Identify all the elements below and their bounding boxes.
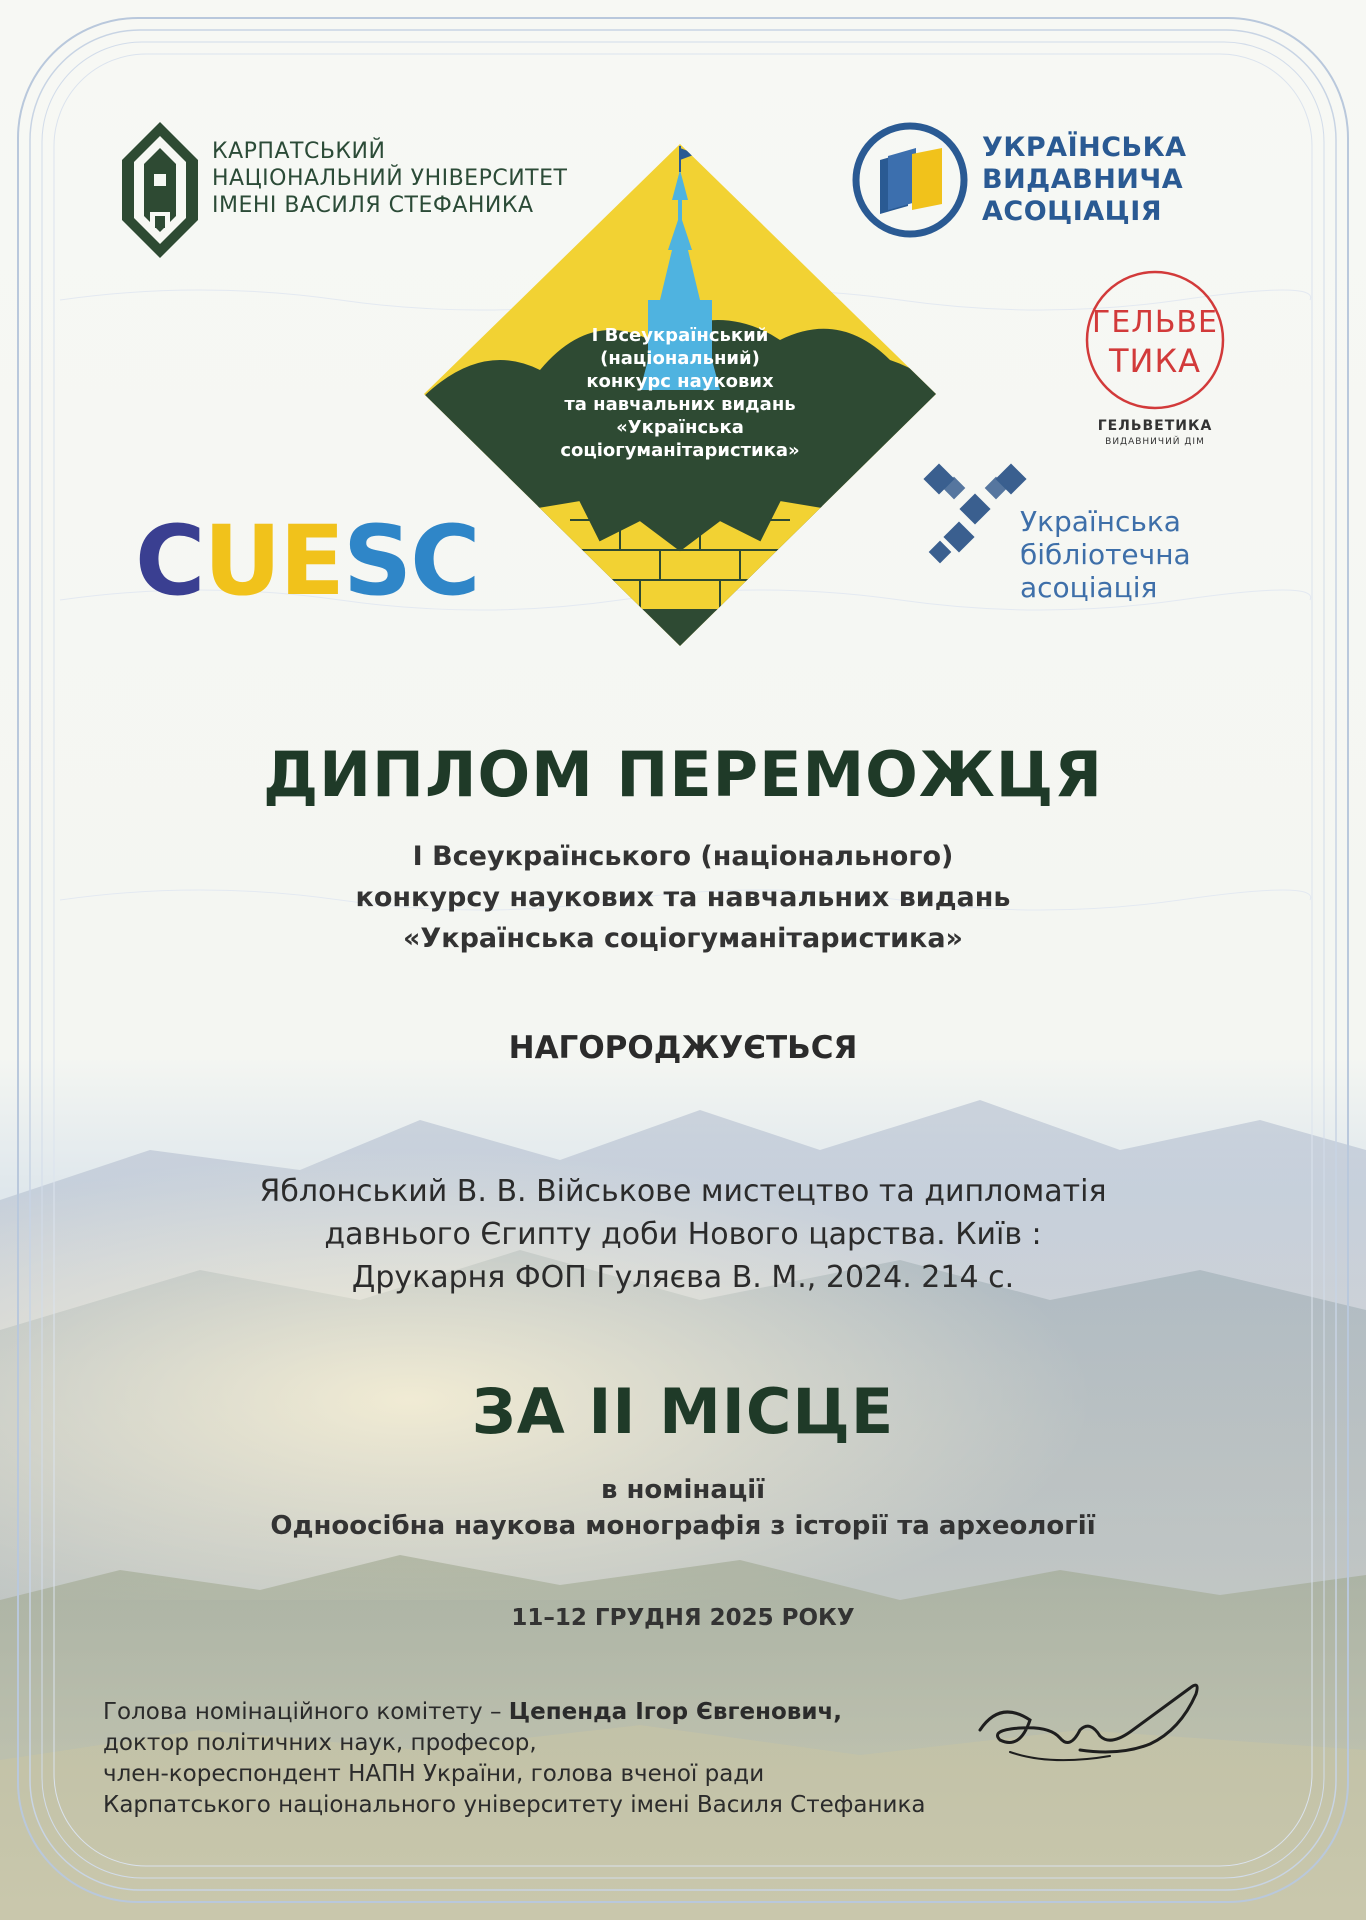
- cnu-name-line1: КАРПАТСЬКИЙ: [212, 139, 386, 164]
- signatory-line1: [103, 1697, 926, 1728]
- signatory-line4: Карпатського національного університету імені Василя Стефаника: [103, 1792, 926, 1818]
- awarded-heading: НАГОРОДЖУЄТЬСЯ: [508, 1030, 858, 1066]
- nomination-line1: в номінації: [600, 1475, 766, 1505]
- emblem-line2: (національний): [600, 348, 760, 369]
- cuesc-letter-e: E: [279, 505, 343, 617]
- helvetica-title: ГЕЛЬВЕТИКА: [1097, 418, 1213, 434]
- helvetica-logo-icon: [1080, 270, 1230, 410]
- subtitle-line3: «Українська соціогуманітаристика»: [402, 923, 963, 954]
- cnu-name-line2: НАЦІОНАЛЬНИЙ УНІВЕРСИТЕТ: [212, 166, 568, 191]
- cnu-name-line3: ІМЕНІ ВАСИЛЯ СТЕФАНИКА: [212, 193, 534, 218]
- uva-name-line3: АСОЦІАЦІЯ: [982, 196, 1163, 227]
- svg-text:ТИКА: ТИКА: [1108, 342, 1202, 380]
- helvetica-name: [1080, 418, 1230, 450]
- signatory-line3: член-кореспондент НАПН України, голова вченої ради: [103, 1761, 765, 1787]
- subtitle-line2: конкурсу наукових та навчальних видань: [355, 882, 1011, 913]
- helvetica-subtitle: ВИДАВНИЧИЙ ДІМ: [1105, 437, 1205, 447]
- uba-name-line2: бібліотечна: [1020, 538, 1191, 571]
- uva-name-line2: ВИДАВНИЧА: [982, 164, 1184, 195]
- uva-name-line1: УКРАЇНСЬКА: [982, 132, 1187, 163]
- nomination: [0, 1472, 1366, 1544]
- event-date: 11–12 ГРУДНЯ 2025 РОКУ: [511, 1605, 855, 1631]
- handwritten-signature: [960, 1670, 1220, 1780]
- signatory-role: Голова номінаційного комітету –: [103, 1699, 509, 1725]
- work-line3: Друкарня ФОП Гуляєва В. М., 2024. 214 с.: [351, 1260, 1015, 1295]
- subtitle-line1: І Всеукраїнського (національного): [412, 841, 954, 872]
- diploma-subtitle: [0, 836, 1366, 959]
- emblem-caption: [520, 324, 840, 462]
- place-heading: ЗА ІІ МІСЦЕ: [471, 1375, 895, 1448]
- emblem-line6: соціогуманітаристика»: [560, 440, 800, 461]
- svg-text:ГЕЛЬВЕ: ГЕЛЬВЕ: [1092, 305, 1218, 340]
- nomination-line2: Одноосібна наукова монографія з історії та археології: [270, 1511, 1096, 1541]
- emblem-line3: конкурс наукових: [586, 371, 774, 392]
- work-line2: давнього Єгипту доби Нового царства. Київ :: [324, 1217, 1042, 1252]
- emblem-line4: та навчальних видань: [564, 394, 796, 415]
- diploma-title: ДИПЛОМ ПЕРЕМОЖЦЯ: [262, 738, 1104, 811]
- uba-name: [1020, 505, 1191, 604]
- uba-name-line3: асоціація: [1020, 571, 1158, 604]
- signatory-block: [103, 1697, 926, 1821]
- cuesc-letter-u: U: [203, 505, 280, 617]
- emblem-line5: «Українська: [616, 417, 744, 438]
- cuesc-letter-c: C: [135, 505, 204, 617]
- uba-name-line1: Українська: [1020, 505, 1181, 538]
- cuesc-letter-c2: C: [410, 505, 479, 617]
- signatory-name: Цепенда Ігор Євгенович,: [508, 1699, 842, 1725]
- awarded-work: [0, 1170, 1366, 1299]
- uva-name: [982, 132, 1187, 228]
- emblem-line1: I Всеукраїнський: [591, 325, 769, 346]
- cuesc-letter-s: S: [342, 505, 411, 617]
- cnu-logo-icon: [120, 120, 200, 260]
- signatory-line2: доктор політичних наук, професор,: [103, 1730, 537, 1756]
- work-line1: Яблонський В. В. Військове мистецтво та дипломатія: [259, 1174, 1107, 1209]
